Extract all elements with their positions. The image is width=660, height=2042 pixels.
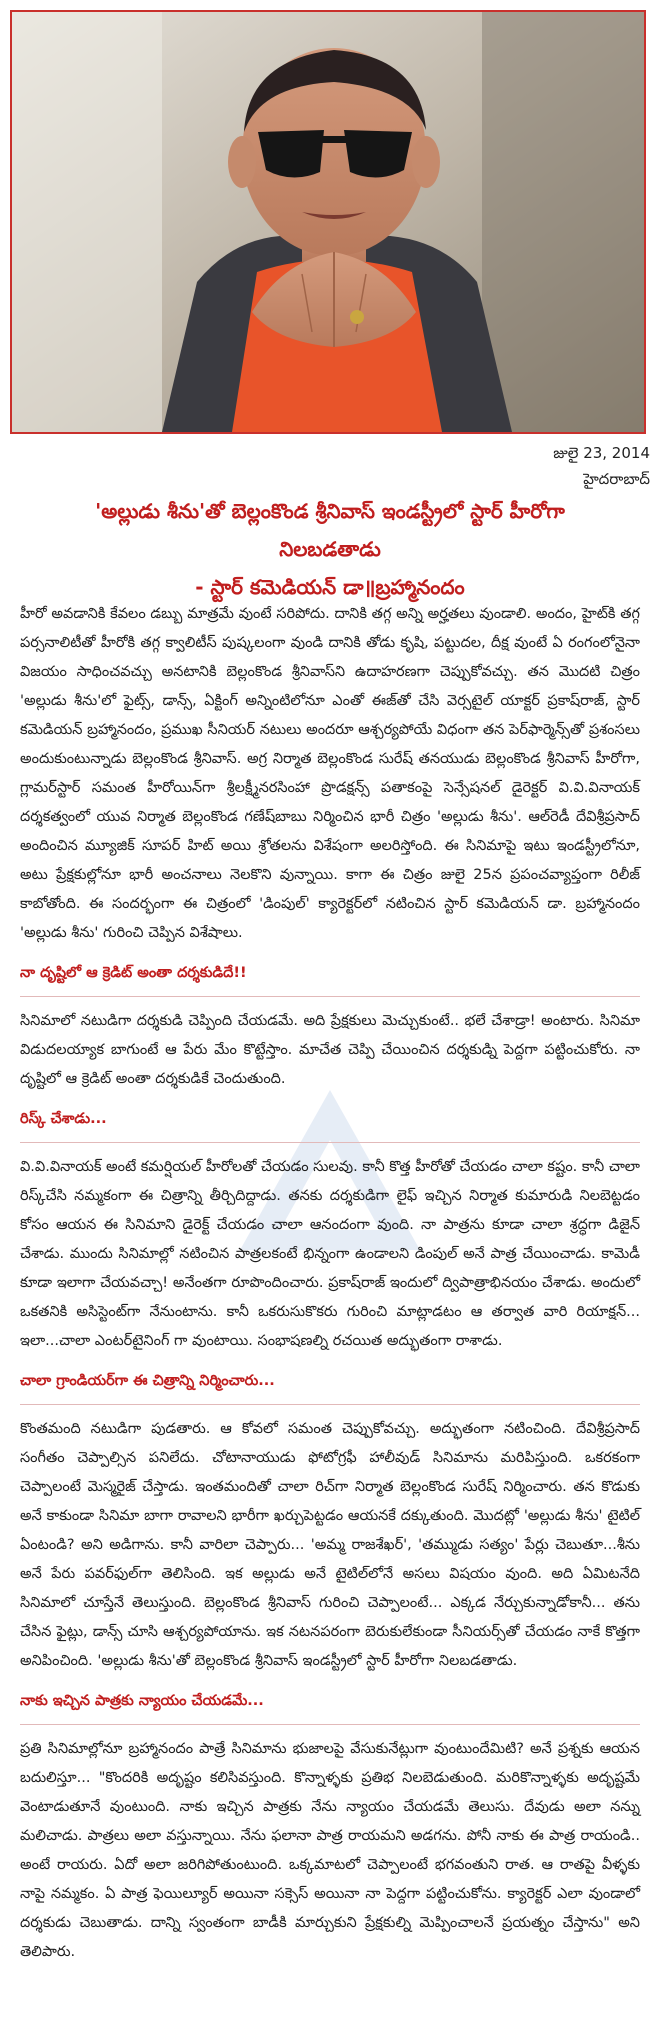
- dateline: [350, 440, 650, 492]
- section-heading-credit: నా దృష్టిలో ఆ క్రెడిట్ అంతా దర్శకుడిదే!!: [20, 965, 247, 981]
- headline-line-2: నిలబడతాడు: [279, 537, 381, 561]
- headline-line-1: 'అల్లుడు శీను'తో బెల్లంకొండ శ్రీనివాస్ ఇండస్ట్రీలో స్టార్ హీరోగా: [95, 499, 565, 523]
- section-divider: [20, 1724, 640, 1725]
- section-divider: [20, 996, 640, 997]
- section-heading-risk: రిస్క్ చేశాడు...: [20, 1111, 107, 1127]
- headline-line-3: - స్టార్ కమెడియన్ డా॥బ్రహ్మానందం: [195, 575, 465, 599]
- article-body: [20, 600, 640, 1979]
- section-divider: [20, 1142, 640, 1143]
- publish-date: జులై 23, 2014: [553, 444, 650, 462]
- section-divider: [20, 1404, 640, 1405]
- dateline-city: హైదరాబాద్: [583, 470, 650, 488]
- section-heading-justice: నాకు ఇచ్చిన పాత్రకు న్యాయం చేయడమే...: [20, 1693, 264, 1709]
- intro-paragraph: హీరో అవడానికి కేవలం డబ్బు మాత్రమే వుంటే సరిపోదు. దానికి తగ్గ అన్ని అర్హతలు వుండాలి. అందం, హైట్‌కి తగ్గ పర్సనాలిటీతో హీరోకి తగ్గ క్వాలిటీస్ పుష్కలంగా వుండి దానికి తోడు కృషి, పట్టుదల, దీక్ష వుంటే ఏ రంగంలోనైనా విజయం సాధించవచ్చు అనటానికి బెల్లంకొండ శ్రీనివాస్‌ని ఉదాహరణగా చెప్పుకోవచ్చు. తన మొదటి చిత్రం 'అల్లుడు శీను'లో ఫైట్స్, డాన్స్, ఏక్టింగ్ అన్నింటిలోనూ ఎంతో ఈజ్‌తో చేసి వెర్సటైల్ యాక్టర్ ప్రకాష్‌రాజ్, స్టార్ కమెడియన్ బ్రహ్మానందం, ప్రముఖ సీనియర్ నటులు అందరూ ఆశ్చర్యపోయే విధంగా తన పెర్‌ఫార్మెన్స్‌తో ప్రశంసలు అందుకుంటున్నాడు బెల్లంకొండ శ్రీనివాస్. అగ్ర నిర్మాత బెల్లంకొండ సురేష్ తనయుడు బెల్లంకొండ శ్రీనివాస్ హీరోగా, గ్లామర్‌స్టార్ సమంత హీరోయిన్‌గా శ్రీలక్ష్మీనరసింహా ప్రొడక్షన్స్ పతాకంపై సెన్సేషనల్ డైరెక్టర్ వి.వి.వినాయక్ దర్శకత్వంలో యువ నిర్మాత బెల్లంకొండ గణేష్‌బాబు నిర్మించిన భారీ చిత్రం 'అల్లుడు శీను'. ఆల్‌రెడీ దేవిశ్రీప్రసాద్ అందించిన మ్యూజిక్ సూపర్ హిట్ అయి శ్రోతలను విశేషంగా అలరిస్తోంది. ఈ సినిమాపై ఇటు ఇండస్ట్రీలోనూ, అటు ప్రేక్షకుల్లోనూ భారీ అంచనాలు నెలకొని వున్నాయి. కాగా ఈ చిత్రం జులై 25న ప్రపంచవ్యాప్తంగా రిలీజ్ కాబోతోంది. ఈ సందర్భంగా ఈ చిత్రంలో 'డింపుల్' క్యారెక్టర్‌లో నటించిన స్టార్ కమెడియన్ డా. బ్రహ్మానందం 'అల్లుడు శీను' గురించి చెప్పిన విశేషాలు.: [20, 606, 640, 941]
- section-heading-grandeur: చాలా గ్రాండియర్‌గా ఈ చిత్రాన్ని నిర్మించారు...: [20, 1373, 275, 1389]
- section-paragraph-justice: ప్రతి సినిమాల్లోనూ బ్రహ్మానందం పాత్రే సినిమాను భుజాలపై వేసుకునేట్లుగా వుంటుందేమిటి? అనే ప్రశ్నకు ఆయన బదులిస్తూ... "కొందరికి అదృష్టం కలిసివస్తుంది. కొన్నాళ్ళకు ప్రతిభ నిలబెడుతుంది. మరికొన్నాళ్ళకు అదృష్టమే వెంటాడుతూనే వుంటుంది. నాకు ఇచ్చిన పాత్రకు నేను న్యాయం చేయడమే తెలుసు. దేవుడు అలా నన్ను మలిచాడు. పాత్రలు అలా వస్తున్నాయి. నేను ఫలానా పాత్ర రాయమని అడగను. పోనీ నాకు ఈ పాత్ర రాయండి.. అంటే రాయరు. ఏదో అలా జరిగిపోతుంటుంది. ఒక్కమాటలో చెప్పాలంటే భగవంతుని రాత. ఆ రాతపై వీళ్ళకు నాపై నమ్మకం. ఏ పాత్ర ఫెయిల్యూర్ అయినా సక్సెస్ అయినా నా పెద్దగా పట్టించుకోను. క్యారెక్టర్ ఎలా వుండాలో దర్శకుడు చెబుతాడు. దాన్ని స్వంతంగా బాడీకి మార్చుకుని ప్రేక్షకుల్ని మెప్పించాలనే ప్రయత్నం చేస్తాను" అని తెలిపారు.: [20, 1741, 640, 1960]
- article-headline: [30, 492, 630, 606]
- section-paragraph-grandeur: కొంతమంది నటుడిగా పుడతారు. ఆ కోవలో సమంత చెప్పుకోవచ్చు. అద్భుతంగా నటించింది. దేవిశ్రీప్రసాద్ సంగీతం చెప్పాల్సిన పనిలేదు. చోటానాయుడు ఫోటోగ్రఫీ హాలీవుడ్ సినిమాను మరిపిస్తుంది. ఒకరకంగా చెప్పాలంటే మెస్మరైజ్ చేస్తాడు. ఇంతమందితో చాలా రిచ్‌గా నిర్మాత బెల్లంకొండ సురేష్ నిర్మించారు. తన కొడుకు అనే కాకుండా సినిమా బాగా రావాలని భారీగా ఖర్చుపెట్టడం ఆయనకే దక్కుతుంది. మొదట్లో 'అల్లుడు శీను' టైటిల్ ఏంటండి? అని అడిగాను. కానీ వారిలా చెప్పారు... 'అమ్మ రాజశేఖర్', 'తమ్ముడు సత్యం' పేర్లు చెబుతూ...శీను అనే పేరు పవర్‌ఫుల్‌గా తెలిసింది. ఇక అల్లుడు అనే టైటిల్‌లోనే అసలు విషయం వుంది. అది ఏమిటనేది సినిమాలో చూస్తేనే తెలుస్తుంది. బెల్లంకొండ శ్రీనివాస్ గురించి చెప్పాలంటే... ఎక్కడ నేర్చుకున్నాడోకానీ... తను చేసిన ఫైట్లు, డాన్స్ చూసి ఆశ్చర్యపోయాను. ఇక నటనపరంగా బెరుకులేకుండా సీనియర్స్‌తో చేయడం నాకే కొత్తగా అనిపించింది. 'అల్లుడు శీను'తో బెల్లంకొండ శ్రీనివాస్ ఇండస్ట్రీలో స్టార్ హీరోగా నిలబడతాడు.: [20, 1421, 640, 1669]
- hero-photo: [10, 10, 646, 434]
- section-paragraph-risk: వి.వి.వినాయక్ అంటే కమర్షియల్ హీరోలతో చేయడం సులవు. కానీ కొత్త హీరోతో చేయడం చాలా కష్టం. కానీ చాలా రిస్క్‌చేసి నమ్మకంగా ఈ చిత్రాన్ని తీర్చిదిద్దాడు. తనకు దర్శకుడిగా లైఫ్ ఇచ్చిన నిర్మాత కుమారుడి నిలబెట్టడం కోసం ఆయన ఈ సినిమాని డైరెక్ట్ చేయడం చాలా ఆనందంగా వుంది. నా పాత్రను కూడా చాలా శ్రద్ధగా డిజైన్ చేశాడు. ముందు సినిమాల్లో నటించిన పాత్రలకంటే భిన్నంగా ఉండాలని డింపుల్ అనే పాత్ర చేయించాడు. కామెడీ కూడా ఇలాగా చేయవచ్చా! అనేంతగా రూపొందించారు. ప్రకాష్‌రాజ్ ఇందులో ద్విపాత్రాభినయం చేశాడు. అందులో ఒకతనికి అసిస్టెంట్‌గా నేనుంటాను. కానీ ఒకరుసుకొకరు గురించి మాట్లాడటం ఆ తర్వాత వారి రియాక్షన్... ఇలా...చాలా ఎంటర్‌టైనింగ్ గా వుంటాయి. సంభాషణల్ని రచయిత అద్భుతంగా రాశాడు.: [20, 1159, 640, 1349]
- section-paragraph-credit: సినిమాలో నటుడిగా దర్శకుడి చెప్పింది చేయడమే. అది ప్రేక్షకులు మెచ్చుకుంటే.. భలే చేశాడ్రా! అంటారు. సినిమా విడుదలయ్యాక బాగుంటే ఆ పేరు మేం కొట్టేస్తాం. మాచేత చెప్పి చేయించిన దర్శకుడ్ని పెద్దగా పట్టించుకోరు. నా దృష్టిలో ఆ క్రెడిట్ అంతా దర్శకుడికే చెందుతుంది.: [20, 1013, 640, 1087]
- portrait-illustration: [12, 12, 644, 432]
